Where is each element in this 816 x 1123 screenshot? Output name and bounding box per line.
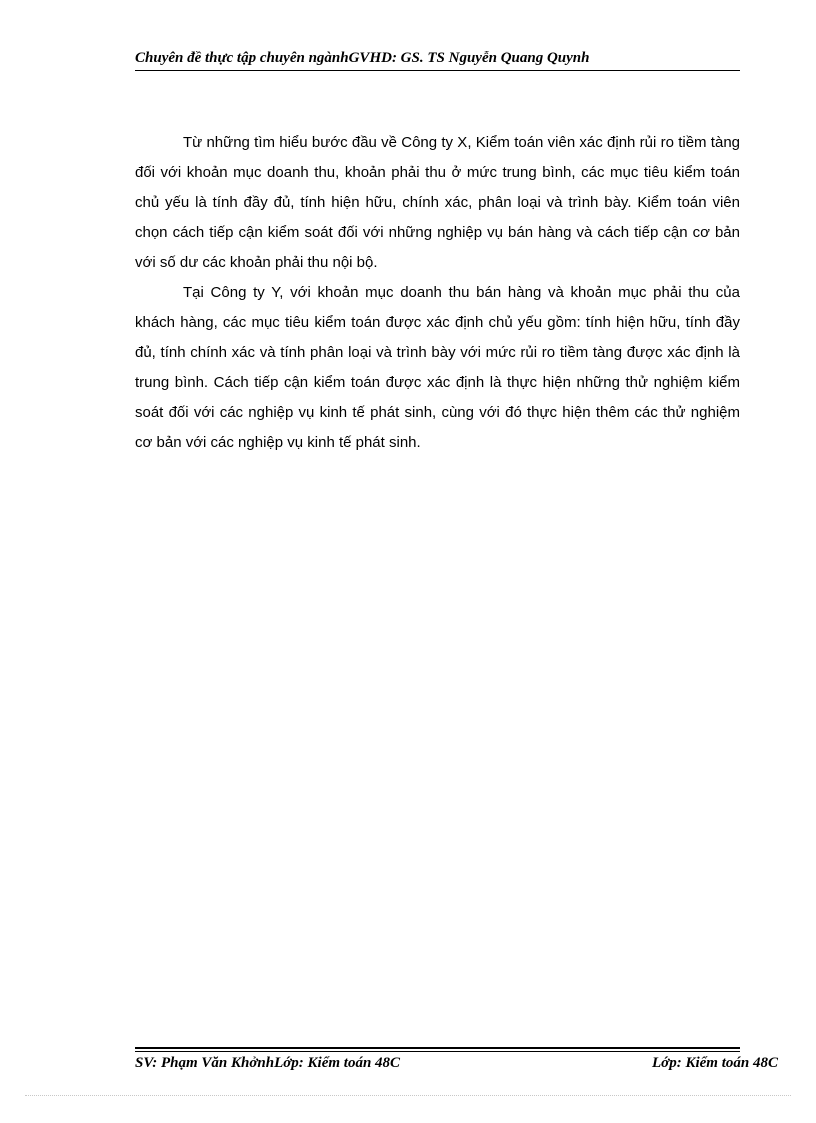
footer-student: SV: Phạm Văn KhởnhLớp: Kiểm toán 48C xyxy=(135,1055,401,1071)
footer-class: Lớp: Kiểm toán 48C xyxy=(652,1055,778,1071)
page-header xyxy=(135,50,740,71)
header-text: Chuyên đề thực tập chuyên ngànhGVHD: GS. TS Nguyễn Quang Quynh xyxy=(135,50,590,66)
page-edge-divider xyxy=(25,1095,791,1096)
paragraph-1: Từ những tìm hiểu bước đầu về Công ty X, Kiểm toán viên xác định rủi ro tiềm tàng đối với khoản mục doanh thu, khoản phải thu ở mức trung bình, các mục tiêu kiểm toán chủ yếu là tính đầy đủ, tính hiện hữu, chính xác, phân loại và trình bày. Kiểm toán viên chọn cách tiếp cận kiểm soát đối với những nghiệp vụ bán hàng và cách tiếp cận cơ bản với số dư các khoản phải thu nội bộ. xyxy=(135,134,740,271)
document-body xyxy=(135,128,740,458)
paragraph-2: Tại Công ty Y, với khoản mục doanh thu bán hàng và khoản mục phải thu của khách hàng, các mục tiêu kiểm toán được xác định chủ yếu gồm: tính hiện hữu, tính đầy đủ, tính chính xác và tính phân loại và trình bày với mức rủi ro tiềm tàng được xác định là trung bình. Cách tiếp cận kiểm toán được xác định là thực hiện những thử nghiệm kiểm soát đối với các nghiệp vụ kinh tế phát sinh, cùng với đó thực hiện thêm các thử nghiệm cơ bản với các nghiệp vụ kinh tế phát sinh. xyxy=(135,284,740,451)
footer-rule xyxy=(135,1047,740,1052)
